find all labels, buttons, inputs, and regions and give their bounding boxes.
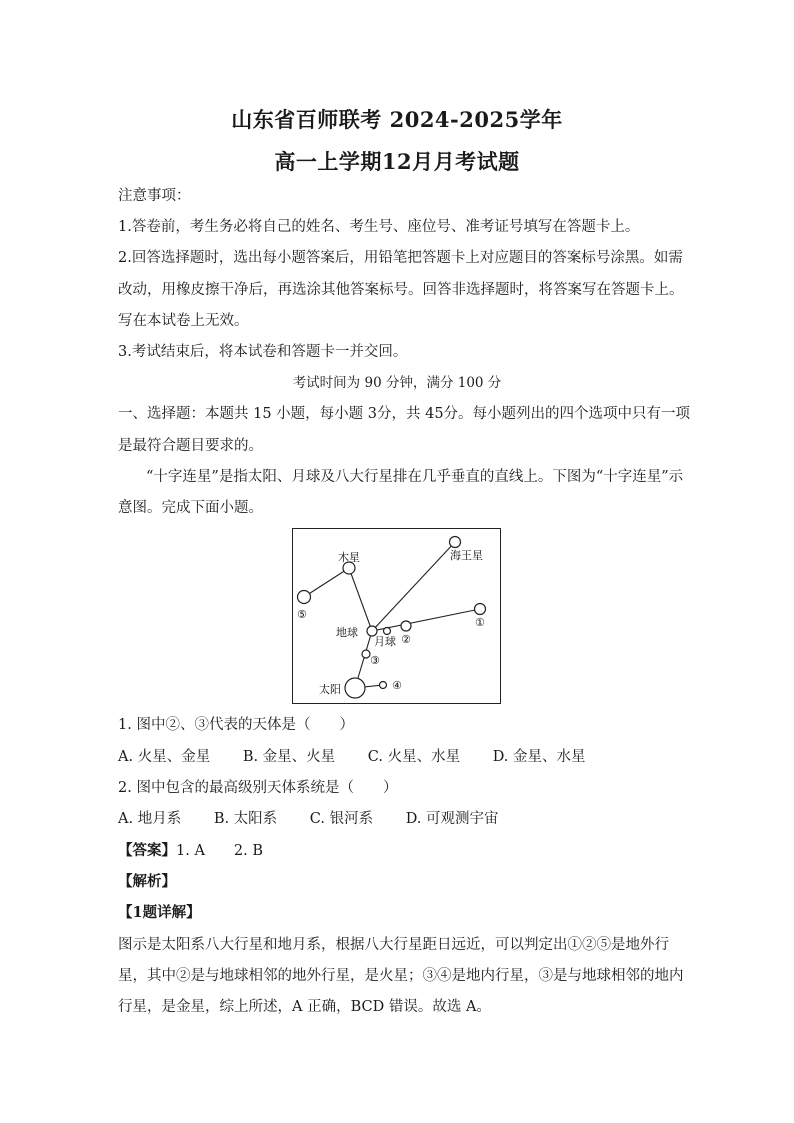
- question-2-option-b: B. 太阳系: [213, 811, 278, 827]
- cross-alignment-diagram: [292, 528, 501, 704]
- moon-body: [384, 628, 391, 635]
- section-intro-line-2: 是最符合题目要求的。: [118, 438, 263, 454]
- neptune-body: [450, 537, 461, 548]
- label-2: ②: [401, 633, 411, 646]
- analysis-line-2: 星，其中②是与地球相邻的地外行星，是火星；③④是地内行星，③是与地球相邻的地内: [118, 968, 684, 984]
- question-stem-line-2: 意图。完成下面小题。: [118, 500, 263, 516]
- page-subtitle: 高一上学期12月月考试题: [274, 149, 520, 174]
- planet-3-body: [362, 650, 370, 658]
- page-title: 山东省百师联考 2024-2025学年: [231, 107, 563, 132]
- analysis-label: 【解析】: [118, 873, 176, 890]
- question-1-option-a: A. 火星、金星: [118, 749, 211, 765]
- question-2-option-a: A. 地月系: [118, 811, 182, 827]
- question-1-option-c: C. 火星、水星: [367, 749, 461, 765]
- label-earth: 地球: [336, 626, 358, 639]
- line-earth-neptune: [372, 542, 455, 631]
- notice-heading: 注意事项：: [118, 188, 191, 204]
- notice-item-3: 3.考试结束后，将本试卷和答题卡一并交回。: [118, 344, 408, 360]
- question-1-options: [118, 747, 678, 767]
- notice-item-2-line-1: 2.回答选择题时，选出每小题答案后，用铅笔把答题卡上对应题目的答案标号涂黑。如需: [118, 250, 683, 266]
- analysis-sub-label: 【1题详解】: [118, 904, 201, 921]
- label-sun: 太阳: [319, 683, 341, 696]
- planet-2-body: [401, 621, 411, 631]
- analysis-line-1: 图示是太阳系八大行星和地月系，根据八大行星距日远近，可以判定出①②⑤是地外行: [118, 937, 669, 953]
- diagram-svg: [293, 529, 499, 702]
- label-4: ④: [392, 679, 402, 692]
- notice-item-2-line-3: 写在本试卷上无效。: [118, 313, 249, 329]
- label-moon: 月球: [374, 635, 396, 648]
- planet-4-body: [380, 682, 387, 689]
- sun-body: [345, 678, 365, 698]
- line-jupiter-5: [304, 568, 349, 597]
- question-2-stem: 2. 图中包含的最高级别天体系统是（ ）: [118, 780, 398, 796]
- question-1-option-d: D. 金星、水星: [492, 749, 586, 765]
- notice-item-2-line-2: 改动，用橡皮擦干净后，再选涂其他答案标号。回答非选择题时，将答案写在答题卡上。: [118, 282, 684, 298]
- question-1-option-b: B. 金星、火星: [242, 749, 336, 765]
- analysis-line-3: 行星，是金星，综上所述，A 正确，BCD 错误。故选 A。: [118, 999, 491, 1015]
- diagram-lines: [304, 542, 480, 688]
- question-1-stem: 1. 图中②、③代表的天体是（ ）: [118, 717, 354, 733]
- question-2-option-c: C. 银河系: [309, 811, 374, 827]
- answer-line: [118, 841, 678, 861]
- notice-item-1: 1.答卷前，考生务必将自己的姓名、考生号、座位号、准考证号填写在答题卡上。: [118, 219, 640, 235]
- label-jupiter: 木星: [338, 551, 360, 564]
- question-stem-line-1: “十字连星”是指太阳、月球及八大行星排在几乎垂直的直线上。下图为“十字连星”示: [146, 469, 684, 485]
- answer-label: 【答案】: [118, 842, 176, 859]
- label-5: ⑤: [297, 608, 307, 621]
- line-earth-jupiter: [349, 568, 372, 631]
- label-neptune: 海王星: [450, 549, 483, 562]
- question-2-options: [118, 809, 678, 829]
- label-3: ③: [370, 654, 380, 667]
- question-2-option-d: D. 可观测宇宙: [405, 811, 499, 827]
- planet-5-body: [298, 591, 311, 604]
- planet-1-body: [475, 604, 486, 615]
- exam-time-info: 考试时间为 90 分钟，满分 100 分: [292, 375, 502, 391]
- label-1: ①: [475, 616, 485, 629]
- section-intro-line-1: 一、选择题：本题共 15 小题，每小题 3分，共 45分。每小题列出的四个选项中只有一项: [118, 406, 691, 422]
- answer-value: 1. A 2. B: [176, 843, 264, 859]
